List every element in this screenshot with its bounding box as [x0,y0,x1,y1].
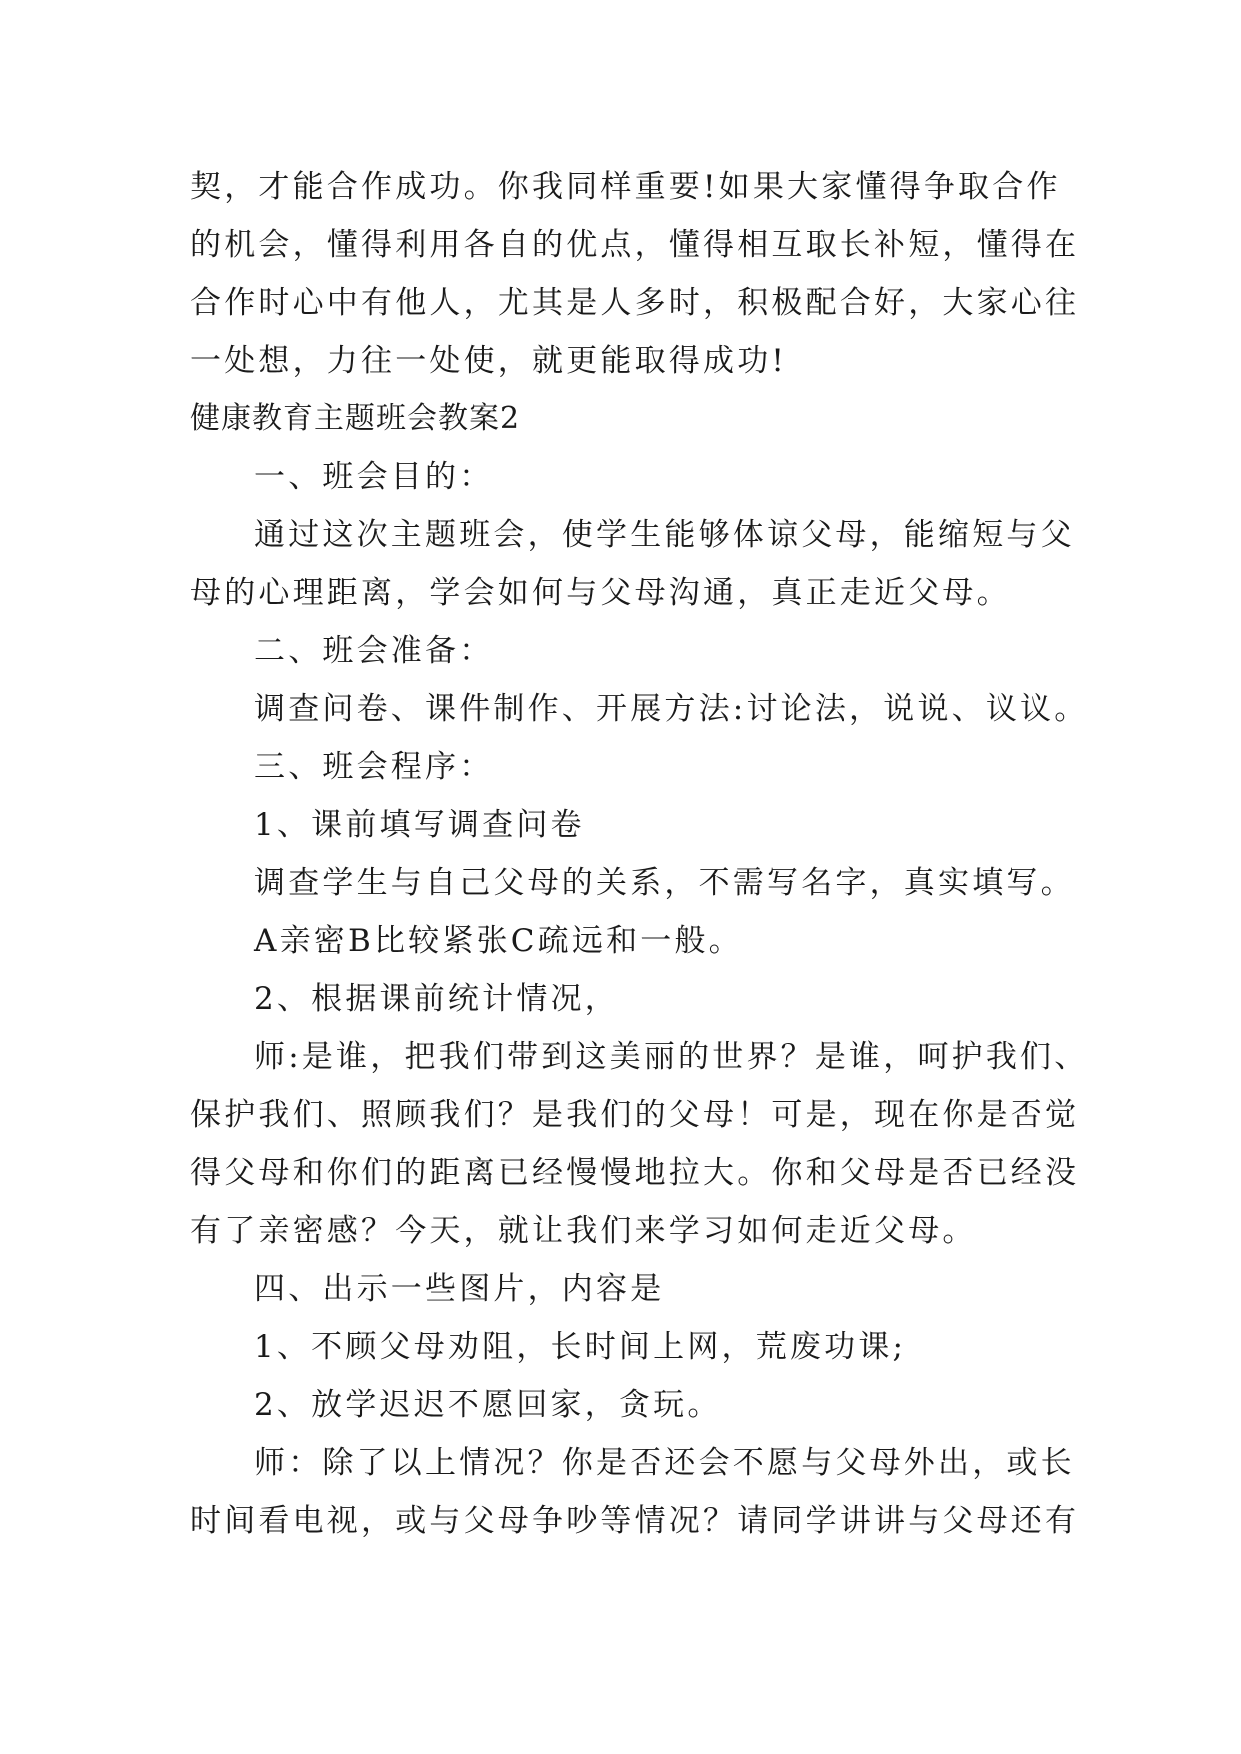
document-body [190,158,1089,1550]
list-item: 2、放学迟迟不愿回家，贪玩。 [254,1387,722,1423]
list-item: 1、课前填写调查问卷 [254,807,585,843]
section-heading: 四、出示一些图片，内容是 [254,1271,665,1307]
section-heading: 三、班会程序： [254,749,494,785]
section-heading: 一、班会目的： [254,459,494,495]
paragraph-line: 合作时心中有他人，尤其是人多时，积极配合好，大家心往 [190,285,1080,321]
paragraph-line: 师：除了以上情况？你是否还会不愿与父母外出，或长 [254,1445,1075,1481]
paragraph-line: A亲密B比较紧张C疏远和一般。 [254,923,743,959]
paragraph-line: 调查问卷、课件制作、开展方法:讨论法，说说、议议。 [254,691,1089,727]
paragraph-line: 保护我们、照顾我们？是我们的父母！可是，现在你是否觉 [190,1097,1080,1133]
paragraph-line: 有了亲密感？今天，就让我们来学习如何走近父母。 [190,1213,977,1249]
paragraph-line: 一处想，力往一处使，就更能取得成功! [190,343,788,379]
paragraph-line: 契，才能合作成功。你我同样重要!如果大家懂得争取合作 [190,169,1061,205]
paragraph-line: 母的心理距离，学会如何与父母沟通，真正走近父母。 [190,575,1011,611]
paragraph-line: 调查学生与自己父母的关系，不需写名字，真实填写。 [254,865,1075,901]
paragraph-line: 的机会，懂得利用各自的优点，懂得相互取长补短，懂得在 [190,227,1080,263]
paragraph-line: 师:是谁，把我们带到这美丽的世界？是谁，呵护我们、 [254,1039,1089,1075]
paragraph-line: 得父母和你们的距离已经慢慢地拉大。你和父母是否已经没 [190,1155,1080,1191]
paragraph-line: 时间看电视，或与父母争吵等情况？请同学讲讲与父母还有 [190,1503,1080,1539]
paragraph-line: 通过这次主题班会，使学生能够体谅父母，能缩短与父 [254,517,1075,553]
section-heading: 二、班会准备： [254,633,494,669]
list-item: 2、根据课前统计情况， [254,981,619,1017]
section-title: 健康教育主题班会教案2 [190,401,521,436]
list-item: 1、不顾父母劝阻，长时间上网，荒废功课; [254,1329,907,1365]
